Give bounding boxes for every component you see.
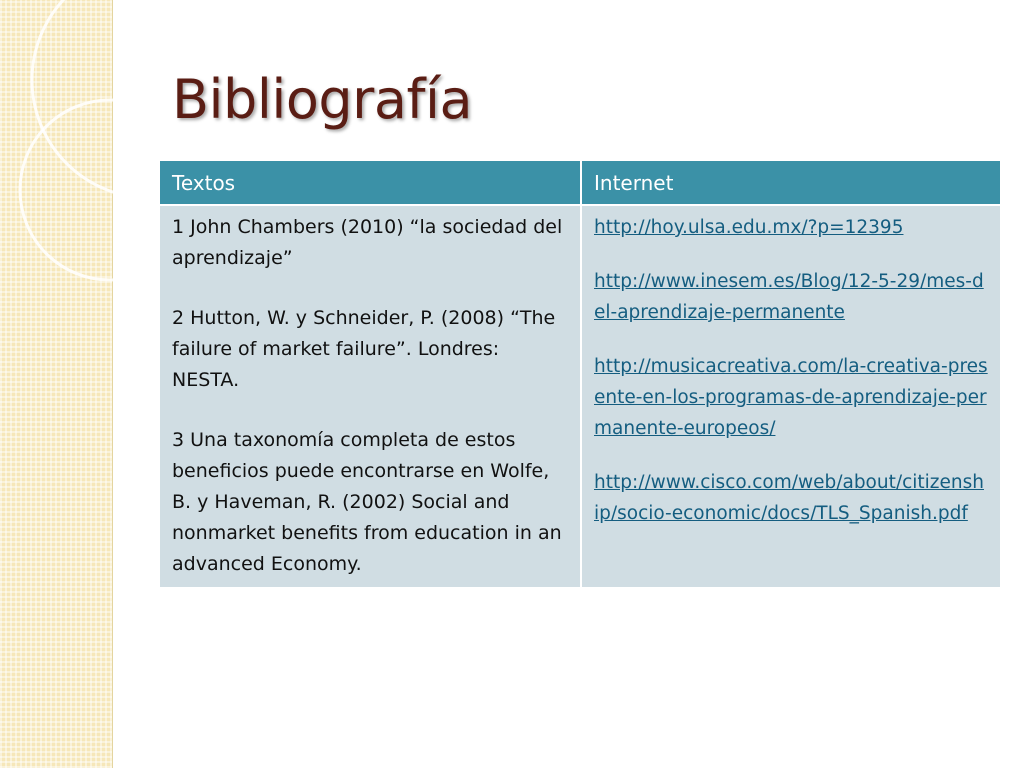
table-header-row <box>160 161 1000 205</box>
bibliography-entry-3: 3 Una taxonomía completa de estos beneficios puede encontrarse en Wolfe, B. y Haveman, R. (2002) Social and nonmarket benefits from education in an advanced Economy. <box>172 429 562 575</box>
bibliography-table <box>160 161 1000 587</box>
link-inesem[interactable]: http://www.inesem.es/Blog/12-5-29/mes-del-aprendizaje-permanente <box>594 271 984 323</box>
bibliography-entry-1: 1 John Chambers (2010) “la sociedad del aprendizaje” <box>172 216 563 269</box>
page-title: Bibliografía <box>172 68 473 131</box>
header-internet: Internet <box>581 161 1000 205</box>
decorative-circles-icon <box>0 0 140 320</box>
bibliography-entry-2: 2 Hutton, W. y Schneider, P. (2008) “The failure of market failure”. Londres: NESTA. <box>172 307 556 391</box>
internet-cell <box>581 205 1000 587</box>
link-cisco[interactable]: http://www.cisco.com/web/about/citizenship/socio-economic/docs/TLS_Spanish.pdf <box>594 472 984 524</box>
header-textos: Textos <box>160 161 581 205</box>
table-row <box>160 205 1000 587</box>
link-ulsa[interactable]: http://hoy.ulsa.edu.mx/?p=12395 <box>594 217 904 238</box>
link-musicacreativa[interactable]: http://musicacreativa.com/la-creativa-presente-en-los-programas-de-aprendizaje-permanente-europeos/ <box>594 356 988 439</box>
textos-cell <box>160 205 581 587</box>
decorative-side-strip <box>0 0 113 768</box>
